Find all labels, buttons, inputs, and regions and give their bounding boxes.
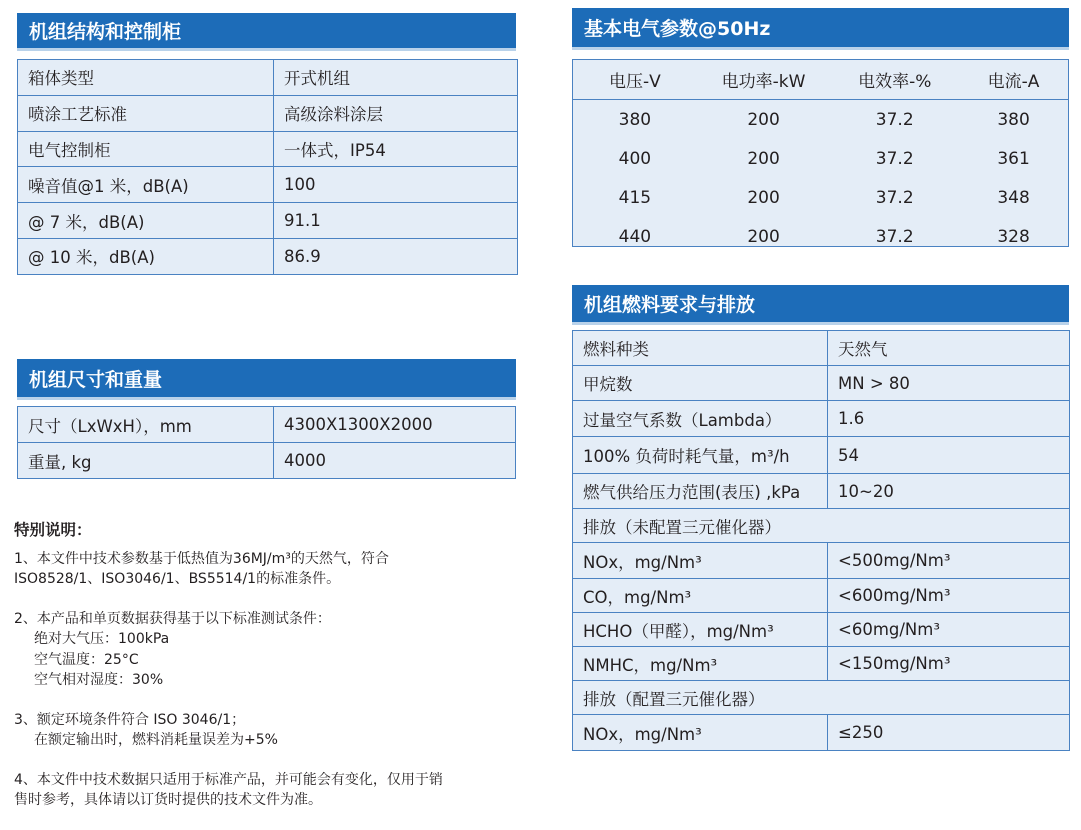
- column-header: 电功率-kW: [697, 60, 831, 100]
- table-row: [573, 509, 1070, 543]
- note-line: 绝对大气压：100kPa: [34, 631, 170, 647]
- table-row: [573, 366, 1070, 401]
- table-row: [573, 613, 1070, 647]
- table-row: [573, 579, 1070, 613]
- note-item: [14, 609, 504, 691]
- row-value: <600mg/Nm³: [828, 579, 1070, 613]
- table-cell: 348: [997, 187, 1030, 208]
- electrical-table: [572, 59, 1069, 247]
- table-cell: 200: [747, 148, 780, 169]
- special-notes: [14, 520, 504, 830]
- table-row: [573, 178, 1068, 217]
- row-label: 排放（未配置三元催化器）: [573, 509, 1070, 543]
- section-title-electrical: 基本电气参数@50Hz: [584, 18, 771, 40]
- table-row: [573, 543, 1070, 579]
- row-value: MN > 80: [828, 366, 1070, 401]
- row-label: HCHO（甲醛），mg/Nm³: [573, 613, 828, 647]
- table-row: [573, 100, 1068, 140]
- fuel-table: [572, 330, 1070, 751]
- note-line: 4、本文件中技术数据只适用于标准产品，并可能会有变化，仅用于销: [14, 771, 443, 788]
- row-value: 一体式，IP54: [274, 131, 518, 167]
- table-row: [573, 647, 1070, 681]
- row-label: 排放（配置三元催化器）: [573, 681, 1070, 715]
- table-cell: 380: [618, 109, 652, 130]
- note-item: [14, 710, 504, 751]
- note-item: [14, 549, 504, 590]
- note-line: 在额定输出时，燃料消耗量误差为+5%: [34, 732, 278, 748]
- section-title-dimensions: 机组尺寸和重量: [29, 368, 163, 391]
- note-line: 售时参考，具体请以订货时提供的技术文件为准。: [14, 792, 322, 808]
- dimensions-table: [17, 406, 516, 479]
- row-label: @ 7 米，dB(A): [18, 203, 274, 239]
- table-row: [18, 203, 518, 239]
- row-value: 4000: [274, 443, 516, 479]
- table-cell: 361: [997, 148, 1030, 169]
- row-value: 高级涂料涂层: [274, 95, 518, 131]
- section-title-fuel: 机组燃料要求与排放: [584, 294, 756, 316]
- table-cell: 380: [997, 109, 1030, 130]
- section-header-structure: [17, 13, 516, 51]
- row-label: 100% 负荷时耗气量，m³/h: [573, 437, 828, 474]
- row-value: ≤250: [828, 715, 1070, 751]
- row-value: 4300X1300X2000: [274, 407, 516, 443]
- row-value: 10~20: [828, 474, 1070, 509]
- table-row: [573, 437, 1070, 474]
- note-line: ISO8528/1、ISO3046/1、BS5514/1的标准条件。: [14, 571, 341, 587]
- structure-table: [17, 59, 518, 275]
- table-row: [18, 407, 516, 443]
- row-value: 1.6: [828, 401, 1070, 437]
- row-label: NOx，mg/Nm³: [573, 715, 828, 751]
- row-value: 86.9: [274, 238, 518, 274]
- note-line: 空气温度：25°C: [34, 651, 139, 668]
- table-row: [18, 238, 518, 274]
- row-label: 箱体类型: [18, 60, 274, 96]
- table-row: [573, 217, 1068, 256]
- row-label: CO，mg/Nm³: [573, 579, 828, 613]
- note-item: [14, 770, 504, 811]
- row-label: 重量, kg: [18, 443, 274, 479]
- section-title-structure: 机组结构和控制柜: [29, 21, 182, 43]
- column-header: 电流-A: [959, 60, 1068, 100]
- row-value: 开式机组: [274, 60, 518, 96]
- table-cell: 328: [997, 226, 1030, 247]
- section-header-fuel: [572, 285, 1069, 325]
- notes-title: 特别说明：: [14, 521, 92, 539]
- row-value: <150mg/Nm³: [828, 647, 1070, 681]
- row-value: 54: [828, 437, 1070, 474]
- row-value: <60mg/Nm³: [828, 613, 1070, 647]
- row-label: 燃气供给压力范围(表压) ,kPa: [573, 474, 828, 509]
- row-label: NMHC，mg/Nm³: [573, 647, 828, 681]
- table-cell: 200: [747, 226, 780, 247]
- row-label: 喷涂工艺标准: [18, 95, 274, 131]
- note-line: 1、本文件中技术参数基于低热值为36MJ/m³的天然气，符合: [14, 550, 389, 567]
- table-cell: 37.2: [875, 109, 914, 130]
- table-row: [573, 715, 1070, 751]
- row-label: 燃料种类: [573, 331, 828, 366]
- table-row: [573, 401, 1070, 437]
- note-line: 3、额定环境条件符合 ISO 3046/1；: [14, 711, 246, 728]
- table-cell: 200: [747, 187, 780, 208]
- table-cell: 415: [618, 187, 652, 208]
- table-row: [18, 167, 518, 203]
- row-value: <500mg/Nm³: [828, 543, 1070, 579]
- section-header-electrical: [572, 8, 1069, 50]
- section-header-dimensions: [17, 359, 516, 400]
- column-header: 电压-V: [573, 60, 697, 100]
- row-label: 过量空气系数（Lambda）: [573, 401, 828, 437]
- row-label: 甲烷数: [573, 366, 828, 401]
- table-row: [18, 443, 516, 479]
- column-header: 电效率-%: [830, 60, 959, 100]
- row-label: 噪音值@1 米，dB(A): [18, 167, 274, 203]
- table-cell: 200: [747, 109, 780, 130]
- row-label: @ 10 米，dB(A): [18, 238, 274, 274]
- table-cell: 440: [618, 226, 652, 247]
- table-cell: 400: [618, 148, 652, 169]
- table-row: [573, 139, 1068, 178]
- table-row: [573, 331, 1070, 366]
- row-label: NOx，mg/Nm³: [573, 543, 828, 579]
- table-row: [573, 474, 1070, 509]
- row-label: 电气控制柜: [18, 131, 274, 167]
- table-row: [18, 60, 518, 96]
- table-row: [573, 681, 1070, 715]
- table-row: [18, 95, 518, 131]
- row-value: 91.1: [274, 203, 518, 239]
- table-cell: 37.2: [875, 226, 914, 247]
- note-line: 空气相对湿度：30%: [34, 672, 164, 688]
- note-line: 2、本产品和单页数据获得基于以下标准测试条件：: [14, 610, 331, 627]
- table-row: [18, 131, 518, 167]
- table-cell: 37.2: [875, 187, 914, 208]
- row-label: 尺寸（LxWxH），mm: [18, 407, 274, 443]
- row-value: 天然气: [828, 331, 1070, 366]
- table-cell: 37.2: [875, 148, 914, 169]
- row-value: 100: [274, 167, 518, 203]
